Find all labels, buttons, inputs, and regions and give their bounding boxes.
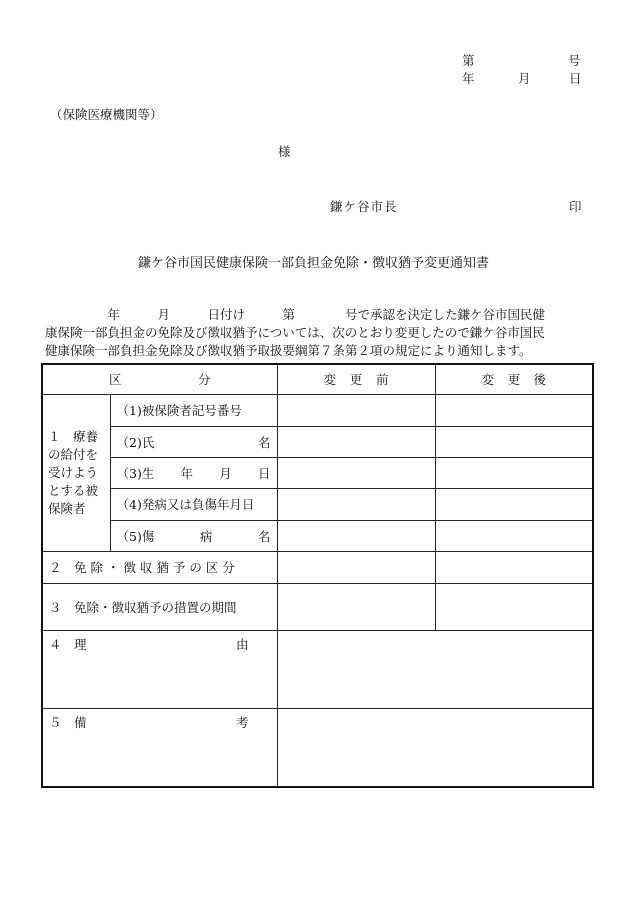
header-after-2: 更 [507, 372, 520, 388]
row-name-b: 名 [257, 434, 271, 450]
header-before [277, 364, 435, 394]
before-birthdate-cell[interactable] [277, 457, 435, 488]
header-after-3: 後 [533, 372, 546, 388]
table-row [42, 551, 593, 583]
row-reason-a: ４ 理 [49, 636, 87, 652]
before-insured-number-cell[interactable] [277, 394, 435, 426]
table-row [42, 488, 593, 520]
row-exemption-type-label [42, 551, 277, 583]
after-exemption-type-cell[interactable] [435, 551, 593, 583]
remarks-cell[interactable] [277, 708, 593, 787]
row-disease-c: 名 [257, 528, 271, 544]
row-name-a: （2)氏 [116, 434, 155, 450]
change-table [41, 363, 594, 788]
row-disease-a: （5)傷 [116, 528, 155, 544]
before-onset-date-cell[interactable] [277, 488, 435, 520]
header-before-3: 前 [375, 372, 389, 388]
row-name-label [110, 426, 277, 457]
body-paragraph [45, 306, 590, 360]
after-name-cell[interactable] [435, 426, 593, 457]
after-insured-number-cell[interactable] [435, 394, 593, 426]
date-day-label: 日 [569, 71, 582, 86]
body-line-3: 健康保険一部負担金免除及び徴収猶予取扱要綱第７条第２項の規定により通知します。 [45, 343, 532, 358]
reason-cell[interactable] [277, 630, 593, 708]
table-row [42, 708, 593, 787]
after-birthdate-cell[interactable] [435, 457, 593, 488]
addressee-institution: （保険医療機関等） [50, 107, 163, 122]
row-remarks-a: ５ 備 [49, 714, 87, 730]
header-category-2: 分 [197, 372, 211, 388]
row-remarks-label [42, 708, 277, 787]
after-disease-cell[interactable] [435, 520, 593, 551]
body-line-1: 年 月 日付け 第 号で承認を決定した鎌ケ谷市国民健 [45, 307, 546, 322]
body-line-2: 康保険一部負担金の免除及び徴収猶予については、次のとおり変更したので鎌ケ谷市国民 [45, 325, 545, 340]
before-period-cell[interactable] [277, 583, 435, 630]
issuer-name: 鎌ケ谷市長 [330, 199, 398, 214]
issuer-seal: 印 [569, 199, 582, 214]
after-period-cell[interactable] [435, 583, 593, 630]
header-category [42, 364, 277, 394]
date-month-label: 月 [518, 71, 531, 86]
row-reason-label [42, 630, 277, 708]
before-exemption-type-cell[interactable] [277, 551, 435, 583]
row-insured-number-label [110, 394, 277, 426]
row-exemption-type-text: ２ 免 除 ・ 徴 収 猶 予 の 区 分 [49, 560, 235, 575]
table-header-row [42, 364, 593, 394]
header-after-1: 変 [481, 372, 495, 388]
before-disease-cell[interactable] [277, 520, 435, 551]
table-row [42, 520, 593, 551]
group-insured-person: １ 療養の給付を受けようとする被保険者 [42, 394, 110, 551]
number-go-label: 号 [568, 53, 581, 68]
row-disease-label [110, 520, 277, 551]
number-dai-label: 第 [462, 53, 475, 68]
row-remarks-b: 考 [235, 714, 249, 730]
row-birthdate-a: （3)生 [116, 465, 155, 481]
row-birthdate-d: 日 [257, 465, 271, 481]
before-name-cell[interactable] [277, 426, 435, 457]
table-row [42, 394, 593, 426]
table-row [42, 426, 593, 457]
row-birthdate-label [110, 457, 277, 488]
row-disease-b: 病 [199, 528, 213, 544]
date-year-label: 年 [462, 71, 475, 86]
row-period-label [42, 583, 277, 630]
row-onset-date-text: （4)発病又は負傷年月日 [116, 497, 255, 512]
addressee-sama: 様 [278, 144, 291, 159]
row-reason-b: 由 [235, 636, 249, 652]
row-onset-date-label [110, 488, 277, 520]
header-before-2: 更 [349, 372, 363, 388]
table-row [42, 583, 593, 630]
document-title: 鎌ケ谷市国民健康保険一部負担金免除・徴収猶予変更通知書 [138, 256, 490, 271]
table-row [42, 630, 593, 708]
row-insured-number-text: （1)被保険者記号番号 [116, 403, 242, 418]
after-onset-date-cell[interactable] [435, 488, 593, 520]
table-row [42, 457, 593, 488]
row-birthdate-c: 月 [219, 465, 232, 481]
row-period-text: ３ 免除・徴収猶予の措置の期間 [49, 599, 237, 615]
header-after [435, 364, 593, 394]
row-birthdate-b: 年 [180, 465, 194, 481]
header-before-1: 変 [323, 372, 337, 388]
header-category-1: 区 [109, 372, 122, 388]
